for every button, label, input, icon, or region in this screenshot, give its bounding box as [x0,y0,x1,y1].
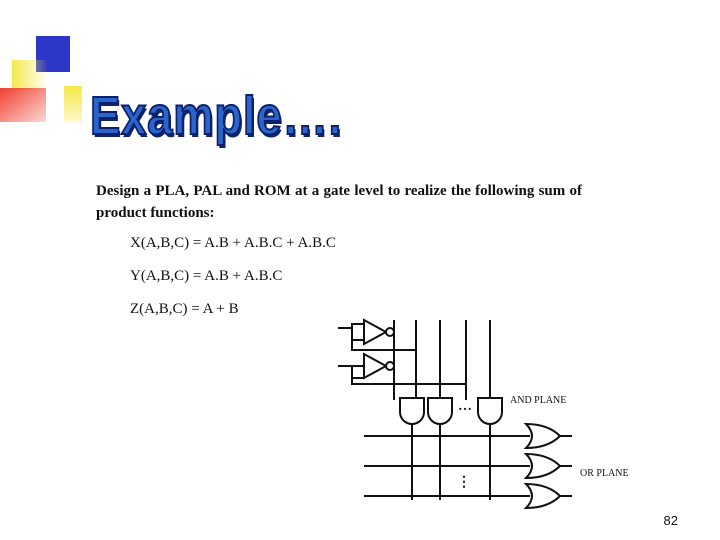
and-ellipsis: … [458,399,472,414]
slide-title: Example…. [90,86,343,146]
or-gate-3 [526,484,560,508]
or-gate-2 [526,454,560,478]
and-gate-1 [400,398,424,424]
vertical-input-lines [394,320,490,400]
problem-statement: Design a PLA, PAL and ROM at a gate level to realize the following sum of product functions: [96,183,582,221]
or-ellipsis: ⋮ [457,475,471,490]
and-plane-label: AND PLANE [510,395,567,406]
inverter-2 [364,354,386,378]
and-gates [400,398,502,500]
or-plane-lines [364,436,530,496]
or-gates [526,424,572,508]
or-gate-1 [526,424,560,448]
page-number: 82 [663,513,678,528]
or-plane-label: OR PLANE [580,468,629,479]
equation-x: X(A,B,C) = A.B + A.B.C + A.B.C [130,235,336,251]
and-gate-2 [428,398,452,424]
inverter-1 [364,320,386,344]
equation-z: Z(A,B,C) = A + B [130,301,239,317]
equation-y: Y(A,B,C) = A.B + A.B.C [130,268,283,284]
inverter-2-bubble [386,362,394,370]
and-gate-3 [478,398,502,424]
input-inverters [338,320,466,384]
inverter-1-bubble [386,328,394,336]
